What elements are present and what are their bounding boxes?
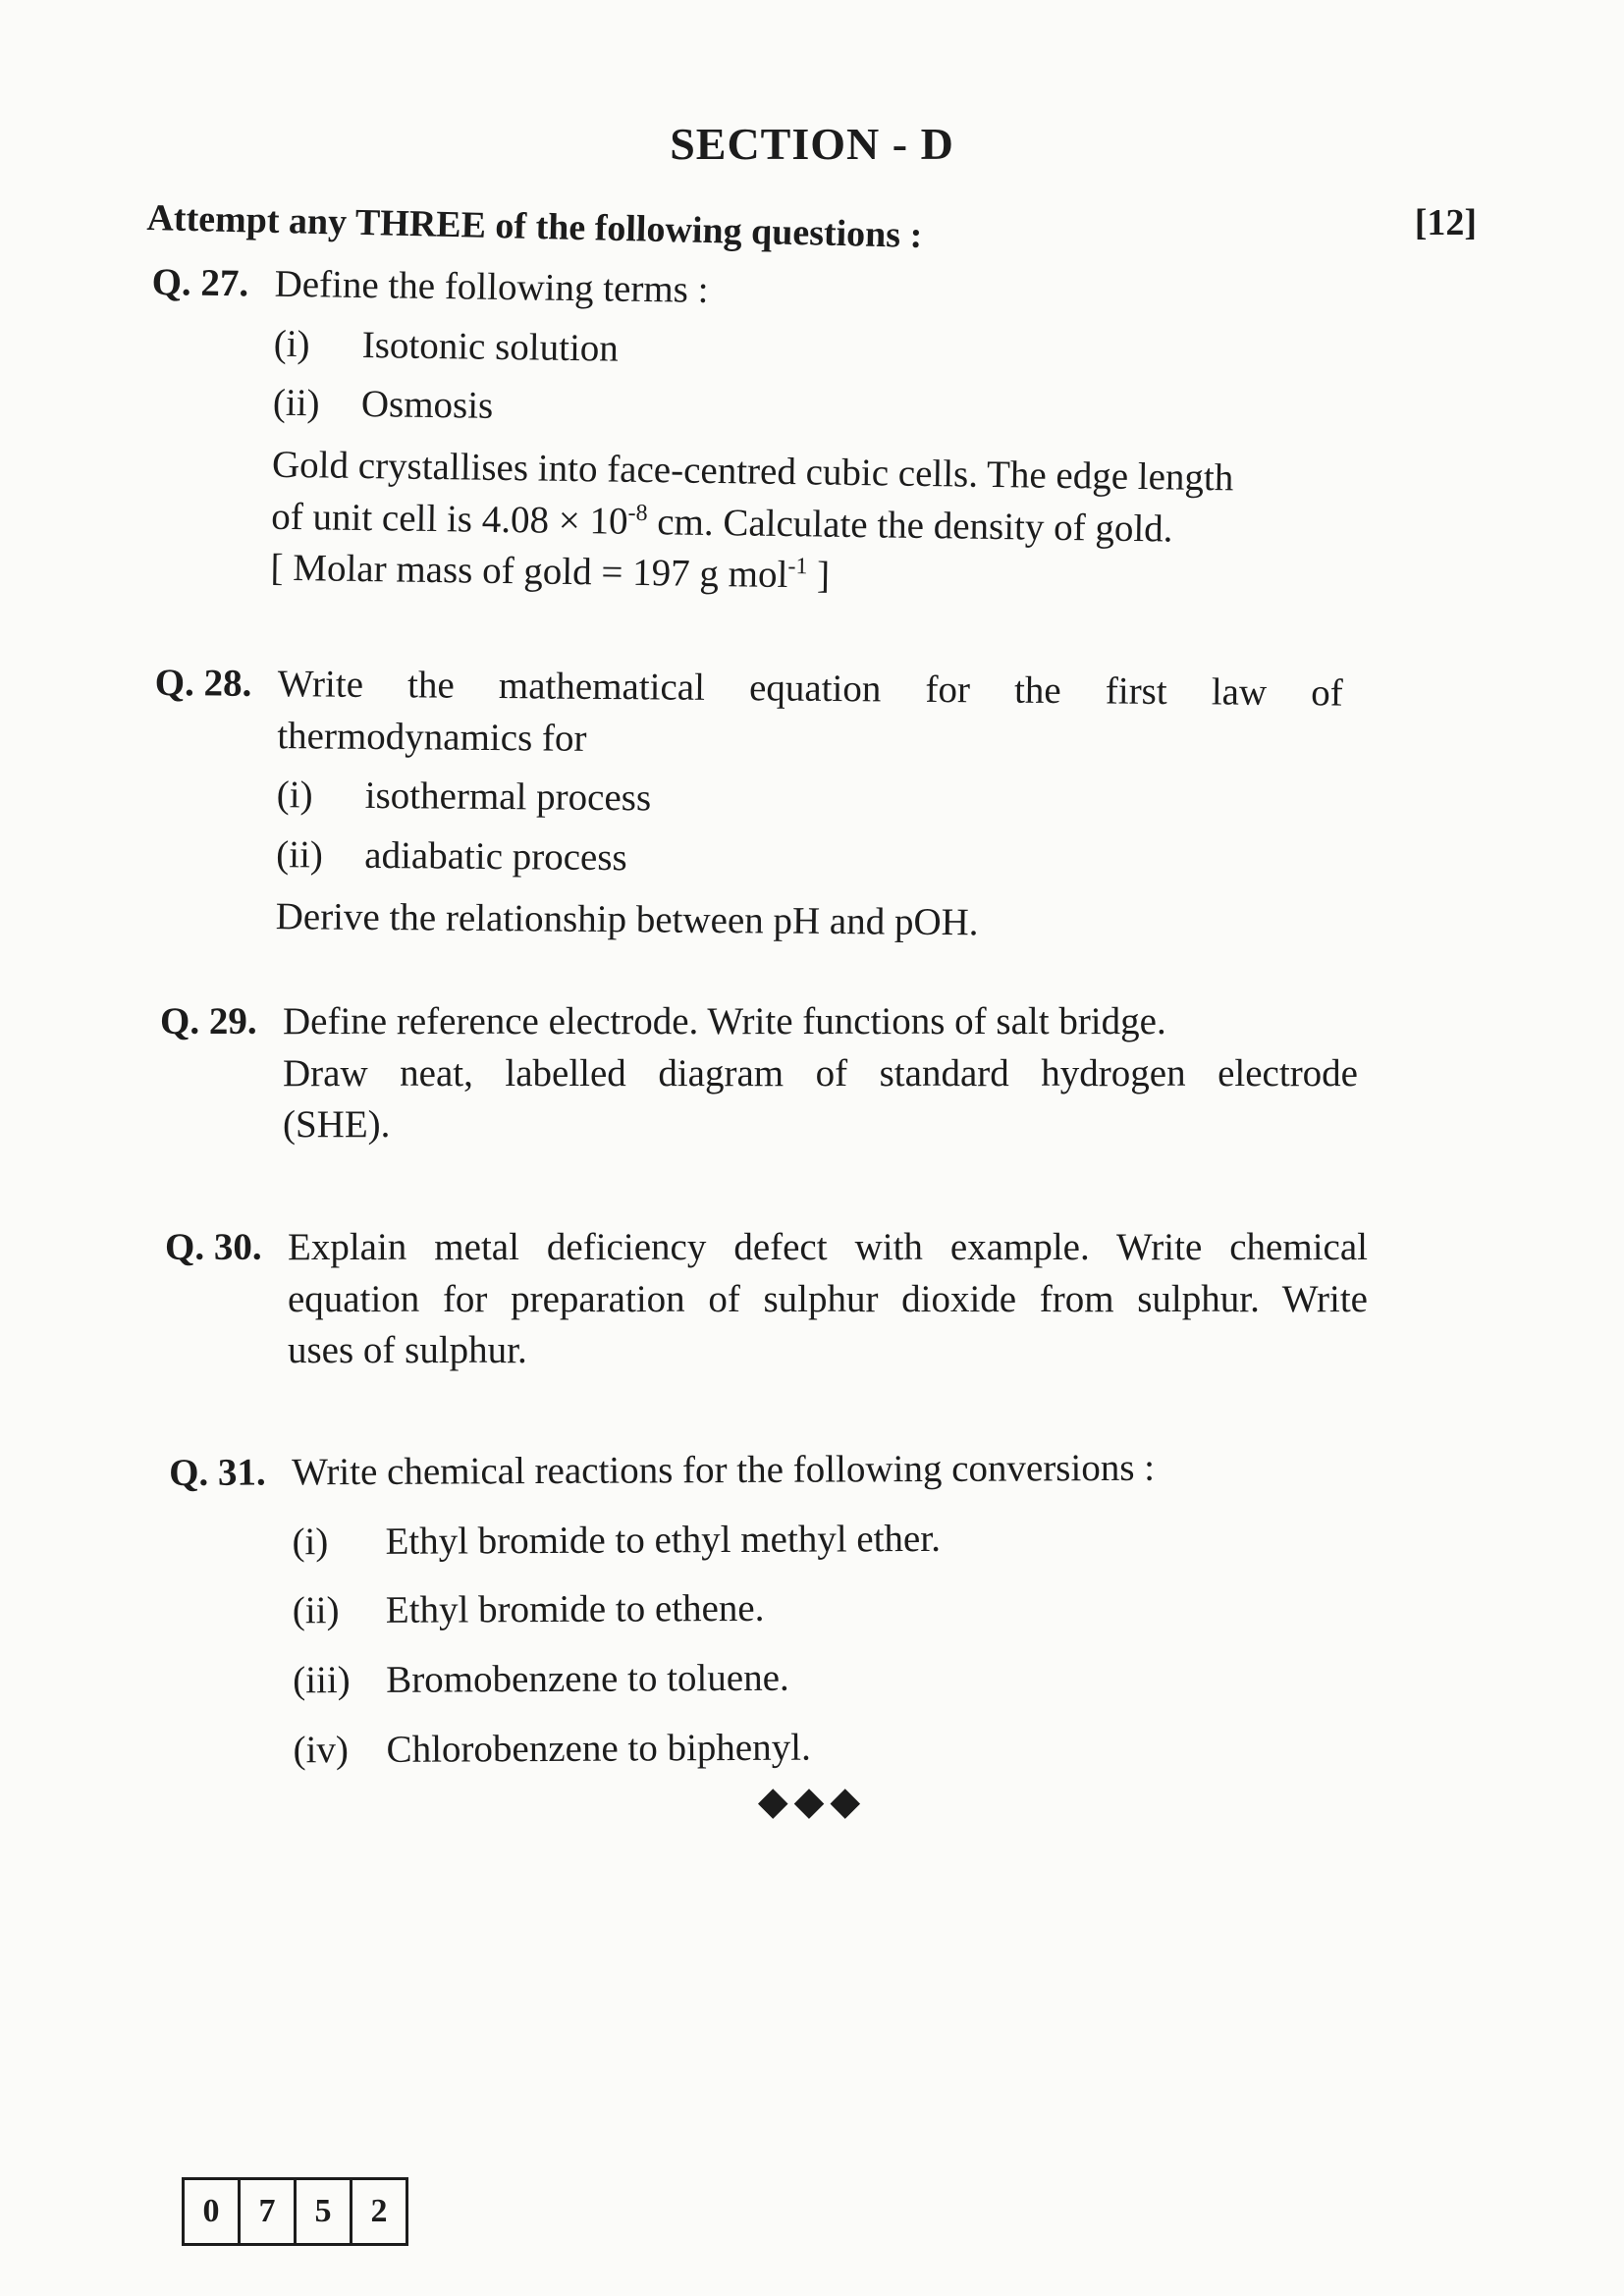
sub-item xyxy=(273,378,1320,445)
question-line: Draw neat, labelled diagram of standard hydrogen electrode xyxy=(283,1051,1358,1095)
exponent: -1 xyxy=(787,554,808,580)
question-paragraph xyxy=(270,440,1318,610)
sub-item xyxy=(276,829,1341,890)
question-intro: Write the mathematical equation for the first law of xyxy=(277,663,1343,715)
paper-code-digit: 2 xyxy=(370,2193,388,2229)
text-run: cm. Calculate the density of gold. xyxy=(647,500,1173,551)
question-line: equation for preparation of sulphur dioxide from sulphur. Write xyxy=(288,1277,1368,1320)
sub-item-number: (ii) xyxy=(272,382,320,425)
sub-item-text: Isotonic solution xyxy=(361,323,620,370)
sub-item-number: (i) xyxy=(276,774,313,817)
question-number: Q. 28. xyxy=(154,661,252,705)
sub-item-text: adiabatic process xyxy=(364,833,627,880)
question-intro: Define the following terms : xyxy=(274,262,709,311)
paragraph-line: Gold crystallises into face-centred cubic cells. The edge length xyxy=(271,443,1234,500)
question-intro: thermodynamics for xyxy=(277,714,587,760)
question-number: Q. 29. xyxy=(160,1000,257,1042)
question-31 xyxy=(169,1442,1349,1777)
paper-code-digit: 0 xyxy=(185,2180,241,2243)
sub-item-text: Chlorobenzene to biphenyl. xyxy=(386,1726,811,1771)
sub-item xyxy=(292,1511,1347,1568)
sub-item-text: Ethyl bromide to ethyl methyl ether. xyxy=(385,1517,941,1563)
section-title: SECTION - D xyxy=(670,119,954,169)
sub-item xyxy=(273,318,1320,385)
question-line: uses of sulphur. xyxy=(288,1329,527,1372)
sub-item-text: isothermal process xyxy=(364,774,652,820)
question-29 xyxy=(160,996,1358,1151)
question-30 xyxy=(165,1222,1368,1377)
sub-item xyxy=(293,1580,1348,1637)
text-run: ] xyxy=(807,554,831,597)
sub-item-number: (ii) xyxy=(292,1589,340,1632)
question-intro: Write chemical reactions for the following conversions : xyxy=(292,1446,1156,1494)
question-27 xyxy=(147,257,1321,609)
sub-item-number: (i) xyxy=(273,322,310,365)
question-line: Explain metal deficiency defect with example. Write chemical xyxy=(288,1226,1368,1268)
sub-item-text: Bromobenzene to toluene. xyxy=(386,1656,789,1701)
sub-item-text: Osmosis xyxy=(360,383,494,428)
paper-code-digit: 5 xyxy=(297,2180,352,2243)
text-run: of unit cell is 4.08 × 10 xyxy=(271,495,628,543)
sub-item xyxy=(293,1719,1348,1776)
question-28 xyxy=(152,658,1342,952)
sub-item-number: (ii) xyxy=(276,833,324,877)
sub-item-number: (iv) xyxy=(293,1728,350,1771)
sub-item-number: (iii) xyxy=(293,1658,351,1702)
paper-code-box xyxy=(182,2177,408,2246)
end-ornament-icon: ◆◆◆ xyxy=(757,1779,867,1824)
question-number: Q. 31. xyxy=(169,1451,266,1494)
question-line: (SHE). xyxy=(283,1103,391,1147)
exponent: -8 xyxy=(627,500,648,526)
question-line: Define reference electrode. Write functions of salt bridge. xyxy=(283,1000,1166,1042)
text-run: [ Molar mass of gold = 197 g mol xyxy=(270,546,788,597)
sub-item xyxy=(277,770,1342,830)
question-paragraph: Derive the relationship between pH and pOH. xyxy=(275,894,979,943)
sub-item-number: (i) xyxy=(292,1520,329,1563)
question-number: Q. 30. xyxy=(165,1226,262,1268)
marks-label: [12] xyxy=(1414,202,1477,243)
question-number: Q. 27. xyxy=(151,260,249,305)
instruction-text: Attempt any THREE of the following questions : xyxy=(146,196,923,256)
paper-code-digit: 7 xyxy=(241,2180,297,2243)
sub-item xyxy=(293,1650,1348,1707)
sub-item-text: Ethyl bromide to ethene. xyxy=(385,1587,765,1632)
